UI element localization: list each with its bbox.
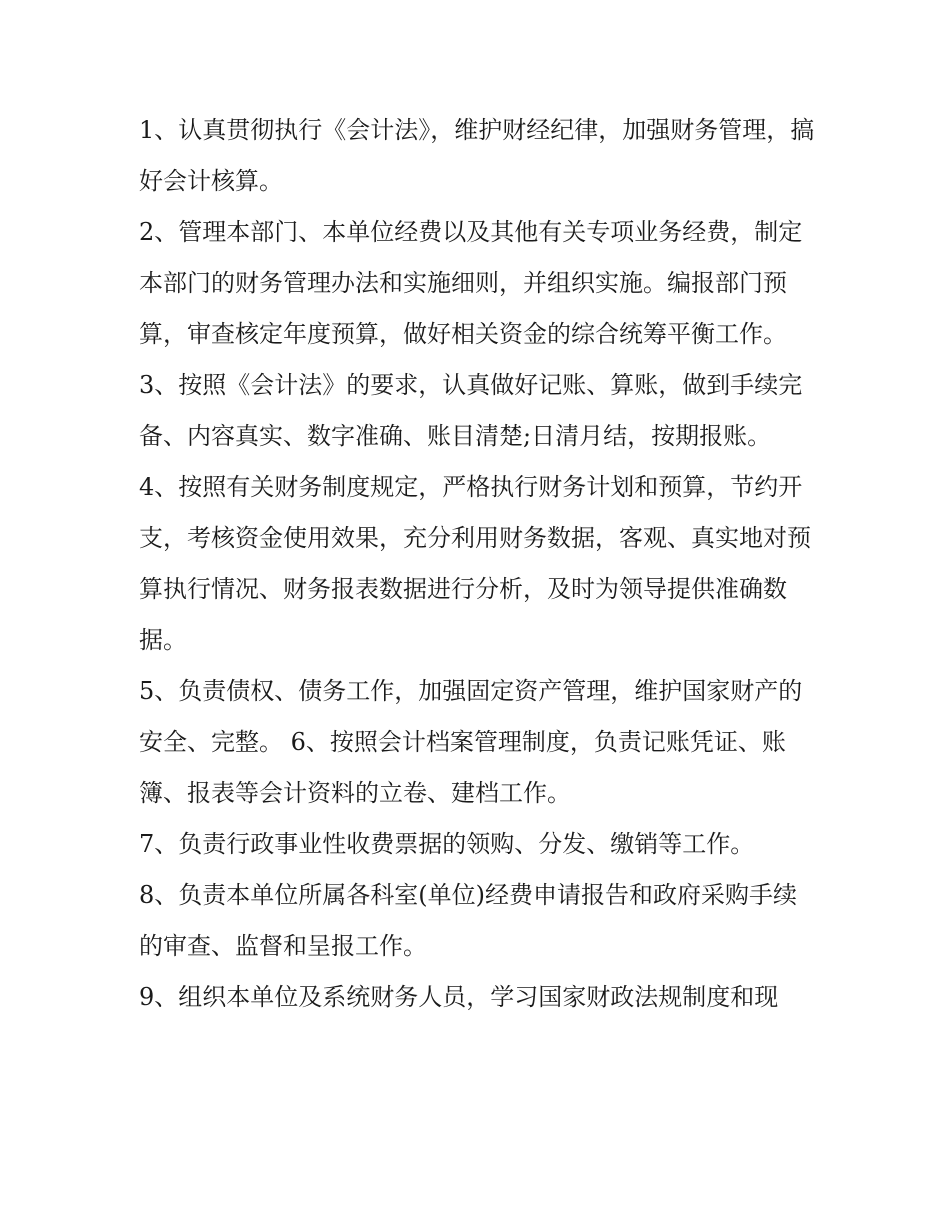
paragraph-9: 9、组织本单位及系统财务人员，学习国家财政法规制度和现 <box>139 983 779 1011</box>
paragraph-8: 8、负责本单位所属各科室(单位)经费申请报告和政府采购手续的审查、监督和呈报工作。 <box>139 881 797 960</box>
document-body <box>139 105 819 1023</box>
paragraph-4: 4、按照有关财务制度规定，严格执行财务计划和预算，节约开支，考核资金使用效果，充分利用财务数据，客观、真实地对预算执行情况、财务报表数据进行分析，及时为领导提供准确数据。 <box>139 473 811 654</box>
paragraph-2: 2、管理本部门、本单位经费以及其他有关专项业务经费，制定本部门的财务管理办法和实施细则，并组织实施。编报部门预算，审查核定年度预算，做好相关资金的综合统筹平衡工作。 <box>139 218 803 348</box>
paragraph-3: 3、按照《会计法》的要求，认真做好记账、算账，做到手续完备、内容真实、数字准确、账目清楚;日清月结，按期报账。 <box>139 371 803 450</box>
paragraph-7: 7、负责行政事业性收费票据的领购、分发、缴销等工作。 <box>139 830 755 858</box>
paragraph-5: 5、负责债权、债务工作，加强固定资产管理，维护国家财产的安全、完整。 6、按照会计档案管理制度，负责记账凭证、账簿、报表等会计资料的立卷、建档工作。 <box>139 677 803 807</box>
paragraph-1: 1、认真贯彻执行《会计法》，维护财经纪律，加强财务管理，搞好会计核算。 <box>139 116 815 195</box>
